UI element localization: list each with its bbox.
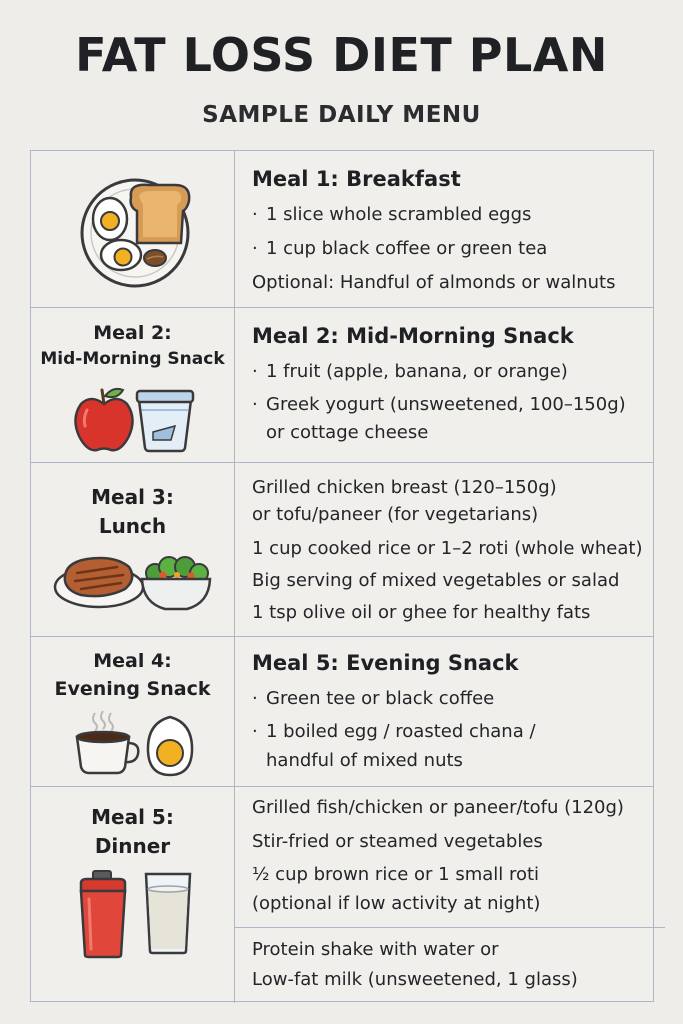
meal-line: Low-fat milk (unsweetened, 1 glass)	[252, 969, 578, 990]
meal-line: Grilled fish/chicken or paneer/tofu (120g)	[252, 797, 624, 818]
meal-details-cell	[235, 637, 653, 786]
row-divider	[235, 927, 665, 928]
meal-details-cell	[235, 463, 653, 636]
meal-heading: Meal 1: Breakfast	[252, 167, 461, 191]
shaker-bottle-icon	[77, 869, 129, 959]
meal-item: · Green tee or black coffee	[252, 688, 495, 709]
meal-label-cell	[31, 637, 235, 786]
meal-line: Big serving of mixed vegetables or salad	[252, 570, 620, 591]
meal-label-cell	[31, 463, 235, 636]
meal-table	[30, 150, 654, 1002]
meal-label: Meal 3: Lunch	[91, 485, 174, 538]
meal-details-cell	[235, 308, 653, 462]
meal-line: or tofu/paneer (for vegetarians)	[252, 504, 539, 525]
meal-line: ½ cup brown rice or 1 small roti	[252, 864, 540, 885]
meal-line: 1 tsp olive oil or ghee for healthy fats	[252, 602, 591, 623]
meal-details-cell	[235, 787, 653, 1003]
yogurt-cup-icon	[135, 388, 195, 452]
coffee-cup-icon	[73, 709, 141, 775]
meal-details-cell	[235, 151, 653, 307]
meal-label: Meal 2: Mid-Morning Snack	[40, 322, 225, 369]
meal-label: Meal 5: Dinner	[91, 805, 174, 858]
meal-item-continuation: or cottage cheese	[266, 422, 429, 443]
meal-line: 1 cup cooked rice or 1–2 roti (whole wheat)	[252, 538, 643, 559]
meal-label-cell	[31, 308, 235, 462]
meal-row-mid-morning-snack	[31, 308, 653, 463]
meal-line: Grilled chicken breast (120–150g)	[252, 477, 557, 498]
milk-glass-icon	[143, 871, 193, 955]
page-subtitle: SAMPLE DAILY MENU	[202, 102, 481, 128]
grilled-chicken-icon	[53, 551, 145, 611]
apple-icon	[73, 384, 135, 454]
meal-heading: Meal 2: Mid-Morning Snack	[252, 324, 574, 348]
page-title: FAT LOSS DIET PLAN	[75, 28, 608, 82]
breakfast-plate-icon	[79, 177, 191, 289]
meal-item: · 1 boiled egg / roasted chana /	[252, 721, 536, 742]
meal-row-evening-snack	[31, 637, 653, 787]
meal-image-cell	[31, 151, 235, 307]
meal-item: · 1 fruit (apple, banana, or orange)	[252, 361, 568, 382]
meal-item-continuation: handful of mixed nuts	[266, 750, 463, 771]
meal-row-dinner	[31, 787, 653, 1003]
meal-line: Stir-fried or steamed vegetables	[252, 831, 543, 852]
meal-row-lunch	[31, 463, 653, 637]
meal-row-breakfast	[31, 151, 653, 308]
meal-line: Protein shake with water or	[252, 939, 499, 960]
meal-line: (optional if low activity at night)	[252, 893, 541, 914]
salad-bowl-icon	[139, 549, 213, 613]
meal-note: Optional: Handful of almonds or walnuts	[252, 272, 616, 293]
boiled-egg-icon	[145, 715, 195, 777]
meal-item: · 1 slice whole scrambled eggs	[252, 204, 532, 225]
meal-item: · Greek yogurt (unsweetened, 100–150g)	[252, 394, 626, 415]
meal-heading: Meal 5: Evening Snack	[252, 651, 519, 675]
meal-label: Meal 4: Evening Snack	[54, 650, 211, 700]
meal-label-cell	[31, 787, 235, 1003]
meal-item: · 1 cup black coffee or green tea	[252, 238, 548, 259]
